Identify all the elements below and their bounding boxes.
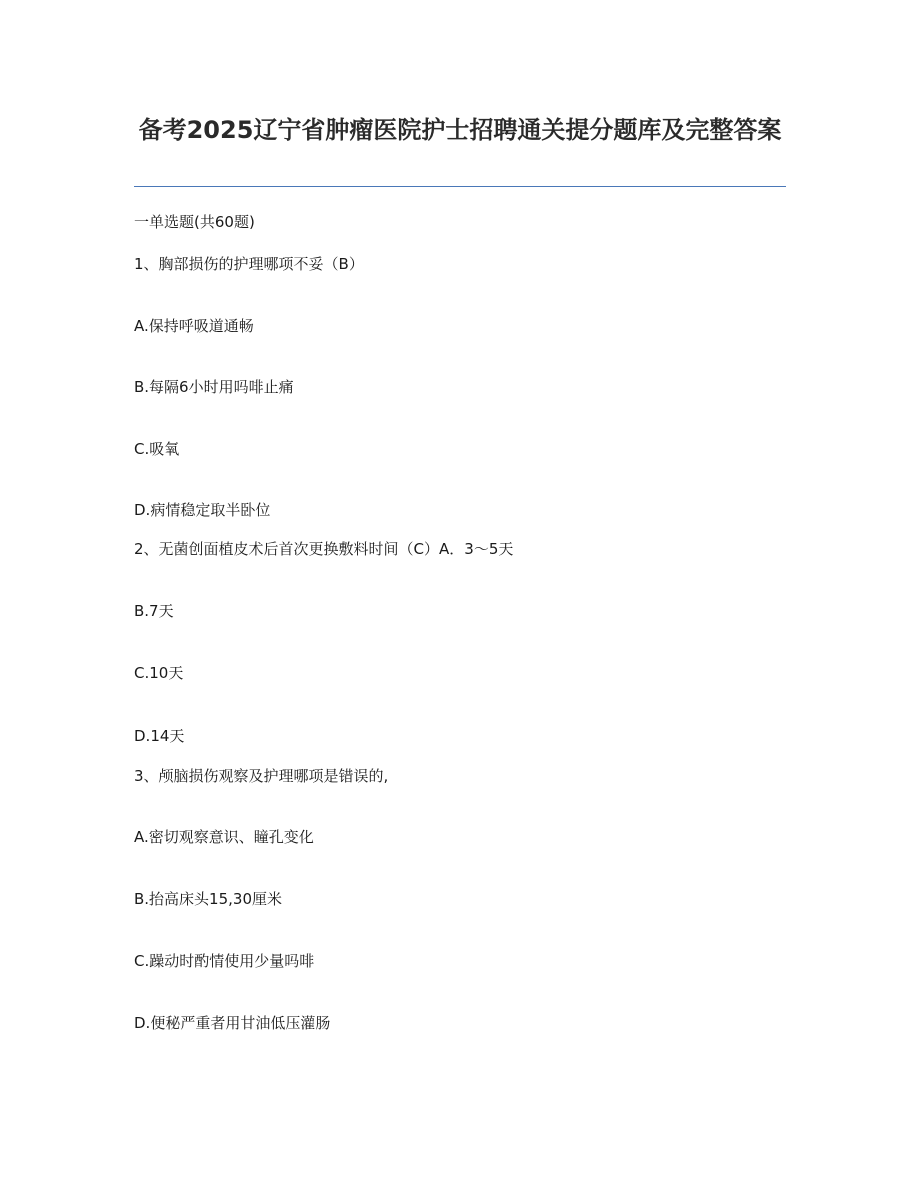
question-3-stem: 3、颅脑损伤观察及护理哪项是错误的, [134, 767, 389, 785]
question-3-option-d: D.便秘严重者用甘油低压灌肠 [134, 1014, 331, 1032]
question-2-option-d: D.14天 [134, 727, 185, 745]
section-heading: 一单选题(共60题) [134, 213, 255, 231]
question-3-option-a: A.密切观察意识、瞳孔变化 [134, 828, 314, 846]
title-divider [134, 186, 786, 187]
question-3-option-c: C.躁动时酌情使用少量吗啡 [134, 952, 315, 970]
question-2-stem: 2、无菌创面植皮术后首次更换敷料时间（C）A．3～5天 [134, 540, 514, 558]
question-2-option-b: B.7天 [134, 602, 174, 620]
question-1-option-d: D.病情稳定取半卧位 [134, 501, 271, 519]
question-1-option-c: C.吸氧 [134, 440, 180, 458]
question-3-option-b: B.抬高床头15,30厘米 [134, 890, 283, 908]
question-1-option-a: A.保持呼吸道通畅 [134, 317, 254, 335]
question-1-stem: 1、胸部损伤的护理哪项不妥（B） [134, 255, 364, 273]
question-2-option-c: C.10天 [134, 664, 184, 682]
document-title: 备考2025辽宁省肿瘤医院护士招聘通关提分题库及完整答案 [138, 116, 782, 144]
question-1-option-b: B.每隔6小时用吗啡止痛 [134, 378, 294, 396]
